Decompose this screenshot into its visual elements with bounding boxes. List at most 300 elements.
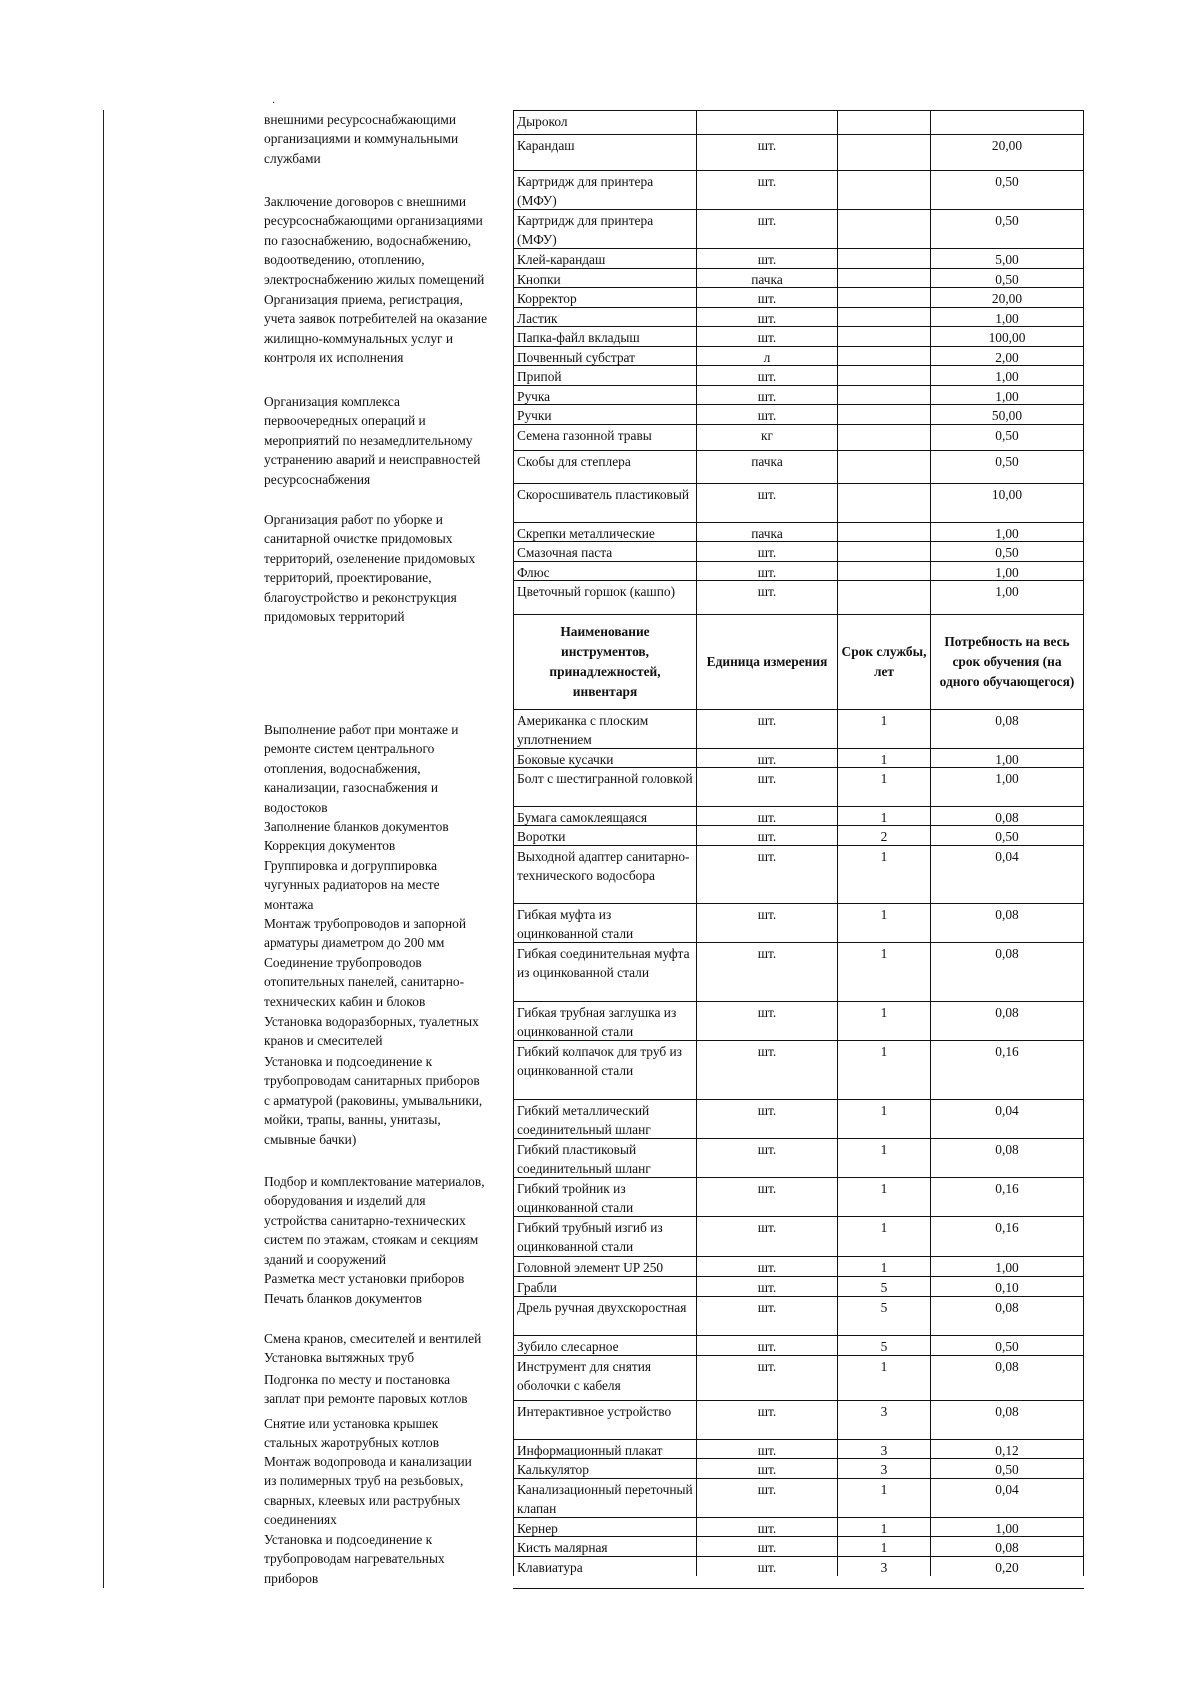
competency-label: [264, 856, 510, 914]
service-life-cell: [837, 405, 930, 424]
unit-cell: Единица измерения: [696, 615, 837, 709]
requirement-cell: 0,04: [930, 846, 1084, 903]
table-row: [513, 580, 1084, 614]
service-life-cell: [837, 347, 930, 365]
service-life-cell: 1: [837, 943, 930, 1001]
service-life-cell: [837, 562, 930, 580]
requirement-cell: 20,00: [930, 288, 1084, 307]
table-row: [513, 1040, 1084, 1099]
unit-cell: шт.: [696, 249, 837, 268]
left-margin-line: [103, 110, 104, 1588]
unit-cell: шт.: [696, 135, 837, 170]
item-name-cell: Гибкая соединительная муфта из оцинкованной стали: [513, 943, 696, 1001]
competency-label-line: с арматурой (раковины, умывальники,: [264, 1092, 483, 1108]
table-row: [513, 287, 1084, 307]
competency-label: [264, 836, 510, 855]
table-row: [513, 483, 1084, 522]
competency-label-line: ремонте систем центрального: [264, 741, 435, 757]
item-name-cell: Клей-карандаш: [513, 249, 696, 268]
competency-label-line: благоустройство и реконструкция: [264, 589, 457, 605]
requirement-cell: 0,08: [930, 1139, 1084, 1177]
unit-cell: шт.: [696, 1139, 837, 1177]
competency-label-line: отопительных панелей, санитарно-: [264, 974, 465, 990]
competency-label: [264, 1414, 510, 1453]
item-name-cell: Ручка: [513, 386, 696, 404]
competency-label-line: смывные бачки): [264, 1131, 357, 1147]
item-name-cell: Папка-файл вкладыш: [513, 327, 696, 346]
requirement-cell: 0,50: [930, 269, 1084, 287]
table-row: [513, 326, 1084, 346]
requirement-cell: 1,00: [930, 308, 1084, 326]
unit-cell: шт.: [696, 943, 837, 1001]
unit-cell: шт.: [696, 1479, 837, 1517]
service-life-cell: 5: [837, 1336, 930, 1355]
competency-label-line: зданий и сооружений: [264, 1251, 387, 1267]
competency-label-line: заплат при ремонте паровых котлов: [264, 1391, 468, 1407]
item-name-cell: Семена газонной травы: [513, 425, 696, 450]
table-row: [513, 170, 1084, 209]
requirement-cell: 1,00: [930, 768, 1084, 806]
unit-cell: шт.: [696, 1356, 837, 1400]
competency-label-line: жилищно-коммунальных услуг и: [264, 330, 454, 346]
unit-cell: шт.: [696, 1440, 837, 1458]
competency-label-line: устройства санитарно-технических: [264, 1212, 466, 1228]
competency-label-line: чугунных радиаторов на месте: [264, 877, 440, 893]
table-row: [513, 561, 1084, 580]
competency-label: [264, 192, 510, 289]
item-name-cell: Кернер: [513, 1518, 696, 1536]
competency-label-line: Монтаж водопровода и канализации: [264, 1454, 472, 1469]
item-name-cell: Гибкий тройник из оцинкованной стали: [513, 1178, 696, 1216]
item-name-cell: Картридж для принтера (МФУ): [513, 210, 696, 248]
item-name-cell: Кнопки: [513, 269, 696, 287]
competency-label: [264, 1289, 510, 1308]
service-life-cell: 3: [837, 1459, 930, 1478]
competency-label-line: придомовых территорий: [264, 609, 405, 625]
item-name-cell: Кисть малярная: [513, 1537, 696, 1556]
competency-label-line: мероприятий по незамедлительному: [264, 432, 473, 448]
service-life-cell: 5: [837, 1297, 930, 1335]
requirement-cell: 0,50: [930, 542, 1084, 561]
competency-label-line: канализации, газоснабжения и: [264, 780, 438, 796]
requirement-cell: Потребность на весь срок обучения (на одного обучающегося): [930, 615, 1084, 709]
service-life-cell: [837, 366, 930, 385]
unit-cell: шт.: [696, 1002, 837, 1040]
requirement-cell: 0,50: [930, 451, 1084, 483]
competency-label-line: Установка и подсоединение к: [264, 1054, 433, 1069]
requirement-cell: 1,00: [930, 523, 1084, 541]
unit-cell: шт.: [696, 1041, 837, 1099]
service-life-cell: [837, 581, 930, 614]
table-row: [513, 365, 1084, 385]
competency-label: [264, 1269, 510, 1288]
item-name-cell: Клавиатура: [513, 1557, 696, 1576]
service-life-cell: 1: [837, 1356, 930, 1400]
competency-label-line: Монтаж трубопроводов и запорной: [264, 916, 466, 931]
unit-cell: шт.: [696, 826, 837, 845]
unit-cell: шт.: [696, 288, 837, 307]
table-row: [513, 767, 1084, 806]
competency-label: [264, 1370, 510, 1409]
competency-label-line: Группировка и догруппировка: [264, 858, 438, 873]
table-row: [513, 209, 1084, 248]
service-life-cell: 1: [837, 768, 930, 806]
table-header-row: [513, 614, 1084, 709]
service-life-cell: [837, 210, 930, 248]
competency-label-line: Организация комплекса: [264, 394, 400, 409]
table-row: [513, 1355, 1084, 1400]
competency-label: [264, 953, 510, 1011]
service-life-cell: 1: [837, 846, 930, 903]
competency-label-line: из полимерных труб на резьбовых,: [264, 1473, 464, 1489]
unit-cell: л: [696, 347, 837, 365]
requirement-cell: 0,08: [930, 1537, 1084, 1556]
unit-cell: шт.: [696, 749, 837, 767]
unit-cell: шт.: [696, 1297, 837, 1335]
competency-label: [264, 1172, 510, 1269]
item-name-cell: Скоросшиватель пластиковый: [513, 484, 696, 522]
service-life-cell: 1: [837, 1537, 930, 1556]
service-life-cell: 1: [837, 1139, 930, 1177]
competency-label: [264, 1329, 510, 1348]
competency-label-line: технических кабин и блоков: [264, 993, 426, 1009]
table-row: [513, 1458, 1084, 1478]
item-name-cell: Воротки: [513, 826, 696, 845]
item-name-cell: Американка с плоским уплотнением: [513, 710, 696, 748]
table-row: [513, 1439, 1084, 1458]
requirement-cell: 0,16: [930, 1041, 1084, 1099]
service-life-cell: 3: [837, 1401, 930, 1439]
requirement-cell: 0,20: [930, 1557, 1084, 1576]
competency-label-line: трубопроводам санитарных приборов: [264, 1073, 480, 1089]
competency-label-line: Соединение трубопроводов: [264, 955, 422, 970]
table-row: [513, 748, 1084, 767]
competency-label-line: по газоснабжению, водоснабжению,: [264, 232, 472, 248]
unit-cell: кг: [696, 425, 837, 450]
requirement-cell: 50,00: [930, 405, 1084, 424]
service-life-cell: 1: [837, 1178, 930, 1216]
item-name-cell: Почвенный субстрат: [513, 347, 696, 365]
service-life-cell: [837, 386, 930, 404]
item-name-cell: Гибкая трубная заглушка из оцинкованной стали: [513, 1002, 696, 1040]
item-name-cell: Дырокол: [513, 111, 696, 134]
item-name-cell: Выходной адаптер санитарно-технического водосбора: [513, 846, 696, 903]
service-life-cell: [837, 484, 930, 522]
unit-cell: шт.: [696, 710, 837, 748]
competency-label-line: Установка вытяжных труб: [264, 1350, 415, 1365]
table-row: [513, 942, 1084, 1001]
item-name-cell: Ластик: [513, 308, 696, 326]
unit-cell: шт.: [696, 484, 837, 522]
unit-cell: шт.: [696, 1178, 837, 1216]
item-name-cell: Калькулятор: [513, 1459, 696, 1478]
service-life-cell: Срок службы, лет: [837, 615, 930, 709]
requirement-cell: 0,50: [930, 1336, 1084, 1355]
item-name-cell: Флюс: [513, 562, 696, 580]
item-name-cell: Скобы для степлера: [513, 451, 696, 483]
requirement-cell: 0,16: [930, 1217, 1084, 1256]
stray-dot: ·: [272, 98, 276, 109]
competency-label-line: Разметка мест установки приборов: [264, 1271, 465, 1286]
competency-label-line: арматуры диаметром до 200 мм: [264, 935, 445, 951]
table-row: [513, 541, 1084, 561]
item-name-cell: Дрель ручная двухскоростная: [513, 1297, 696, 1335]
competency-label-line: территорий, проектирование,: [264, 570, 432, 586]
table-row: [513, 268, 1084, 287]
item-name-cell: Картридж для принтера (МФУ): [513, 171, 696, 209]
competency-label-line: Установка водоразборных, туалетных: [264, 1014, 479, 1029]
table-row: [513, 134, 1084, 170]
competency-label-line: Смена кранов, смесителей и вентилей: [264, 1331, 482, 1346]
service-life-cell: [837, 111, 930, 134]
unit-cell: шт.: [696, 1217, 837, 1256]
table-row: [513, 806, 1084, 825]
requirement-cell: 0,10: [930, 1277, 1084, 1296]
competency-label-line: мойки, трапы, ванны, унитазы,: [264, 1112, 441, 1128]
table-row: [513, 1400, 1084, 1439]
competency-label-line: Организация приема, регистрация,: [264, 292, 463, 307]
competency-label-line: сварных, клеевых или раструбных: [264, 1492, 461, 1508]
competency-label-line: контроля их исполнения: [264, 350, 404, 366]
competency-label-line: монтажа: [264, 896, 314, 912]
item-name-cell: Гибкий колпачок для труб из оцинкованной стали: [513, 1041, 696, 1099]
table-row: [513, 385, 1084, 404]
table-row: [513, 346, 1084, 365]
service-life-cell: 1: [837, 1002, 930, 1040]
table-row: [513, 1296, 1084, 1335]
service-life-cell: 5: [837, 1277, 930, 1296]
unit-cell: шт.: [696, 1100, 837, 1138]
requirement-cell: 0,08: [930, 1401, 1084, 1439]
requirement-cell: 0,50: [930, 171, 1084, 209]
item-name-cell: Головной элемент UP 250: [513, 1257, 696, 1276]
competency-label-line: водоотведению, отоплению,: [264, 252, 425, 268]
requirement-cell: 0,04: [930, 1100, 1084, 1138]
unit-cell: шт.: [696, 405, 837, 424]
table-row: [513, 307, 1084, 326]
table-row: [513, 1256, 1084, 1276]
unit-cell: шт.: [696, 562, 837, 580]
competency-label-line: Печать бланков документов: [264, 1291, 422, 1306]
table-row: [513, 424, 1084, 450]
competency-label: [264, 510, 510, 626]
table-bottom-border: [513, 1588, 1084, 1589]
competency-label-line: территорий, озеленение придомовых: [264, 550, 476, 566]
competency-label: [264, 110, 510, 168]
competency-label-line: Организация работ по уборке и: [264, 512, 443, 527]
requirement-cell: 0,50: [930, 826, 1084, 845]
item-name-cell: Ручки: [513, 405, 696, 424]
competency-label: [264, 1052, 510, 1149]
table-row: [513, 1335, 1084, 1355]
table-row: [513, 450, 1084, 483]
competency-label: [264, 817, 510, 836]
requirement-cell: 2,00: [930, 347, 1084, 365]
item-name-cell: Скрепки металлические: [513, 523, 696, 541]
service-life-cell: [837, 269, 930, 287]
service-life-cell: 1: [837, 1041, 930, 1099]
table-row: [513, 1536, 1084, 1556]
requirement-cell: 10,00: [930, 484, 1084, 522]
requirement-cell: 0,08: [930, 943, 1084, 1001]
unit-cell: шт.: [696, 1518, 837, 1536]
competency-label-line: Подгонка по месту и постановка: [264, 1372, 451, 1387]
service-life-cell: [837, 327, 930, 346]
competency-label-line: устранению аварий и неисправностей: [264, 452, 481, 468]
unit-cell: пачка: [696, 451, 837, 483]
item-name-cell: Канализационный переточный клапан: [513, 1479, 696, 1517]
service-life-cell: 1: [837, 1257, 930, 1276]
competency-label-line: организациями и коммунальными: [264, 131, 459, 147]
item-name-cell: Карандаш: [513, 135, 696, 170]
unit-cell: шт.: [696, 581, 837, 614]
service-life-cell: [837, 249, 930, 268]
requirement-cell: 20,00: [930, 135, 1084, 170]
unit-cell: шт.: [696, 1277, 837, 1296]
item-name-cell: Смазочная паста: [513, 542, 696, 561]
competency-label-line: электроснабжению жилых помещений: [264, 271, 485, 287]
competency-label-line: ресурсоснабжающими организациями: [264, 213, 483, 229]
unit-cell: шт.: [696, 1459, 837, 1478]
item-name-cell: Зубило слесарное: [513, 1336, 696, 1355]
competency-label-line: Заключение договоров с внешними: [264, 194, 466, 209]
table-row: [513, 248, 1084, 268]
item-name-cell: Гибкая муфта из оцинкованной стали: [513, 904, 696, 942]
competency-label-line: оборудования и изделий для: [264, 1193, 426, 1209]
unit-cell: шт.: [696, 171, 837, 209]
requirement-cell: 0,08: [930, 807, 1084, 825]
service-life-cell: 3: [837, 1440, 930, 1458]
unit-cell: шт.: [696, 542, 837, 561]
table-row: [513, 845, 1084, 903]
service-life-cell: [837, 135, 930, 170]
table-row: [513, 825, 1084, 845]
service-life-cell: 1: [837, 1518, 930, 1536]
item-name-cell: Гибкий трубный изгиб из оцинкованной стали: [513, 1217, 696, 1256]
competency-label: [264, 914, 510, 953]
competency-label-line: отопления, водоснабжения,: [264, 760, 421, 776]
item-name-cell: Грабли: [513, 1277, 696, 1296]
item-name-cell: Гибкий металлический соединительный шланг: [513, 1100, 696, 1138]
requirement-cell: 0,08: [930, 904, 1084, 942]
unit-cell: пачка: [696, 269, 837, 287]
item-name-cell: Гибкий пластиковый соединительный шланг: [513, 1139, 696, 1177]
competency-label-line: Снятие или установка крышек: [264, 1416, 439, 1431]
service-life-cell: 1: [837, 1479, 930, 1517]
service-life-cell: 1: [837, 749, 930, 767]
unit-cell: пачка: [696, 523, 837, 541]
competency-label-line: первоочередных операций и: [264, 413, 426, 429]
table-row: [513, 522, 1084, 541]
item-name-cell: Цветочный горшок (кашпо): [513, 581, 696, 614]
requirement-cell: 0,04: [930, 1479, 1084, 1517]
requirement-cell: [930, 111, 1084, 134]
requirement-cell: 0,12: [930, 1440, 1084, 1458]
requirement-cell: 1,00: [930, 1518, 1084, 1536]
unit-cell: шт.: [696, 210, 837, 248]
table-row: [513, 1478, 1084, 1517]
unit-cell: шт.: [696, 308, 837, 326]
item-name-cell: Интерактивное устройство: [513, 1401, 696, 1439]
requirement-cell: 1,00: [930, 1257, 1084, 1276]
service-life-cell: 1: [837, 710, 930, 748]
competency-label-line: внешними ресурсоснабжающими: [264, 112, 457, 127]
requirement-cell: 0,08: [930, 1002, 1084, 1040]
competency-label-line: службами: [264, 150, 321, 166]
service-life-cell: 2: [837, 826, 930, 845]
unit-cell: шт.: [696, 846, 837, 903]
table-row: [513, 903, 1084, 942]
requirement-cell: 100,00: [930, 327, 1084, 346]
table-row: [513, 1216, 1084, 1256]
service-life-cell: 3: [837, 1557, 930, 1576]
service-life-cell: 1: [837, 807, 930, 825]
item-name-cell: Болт с шестигранной головкой: [513, 768, 696, 806]
competency-label-line: ресурсоснабжения: [264, 471, 371, 487]
unit-cell: шт.: [696, 904, 837, 942]
competency-label-line: учета заявок потребителей на оказание: [264, 311, 488, 327]
unit-cell: шт.: [696, 366, 837, 385]
requirement-cell: 0,16: [930, 1178, 1084, 1216]
competency-label-line: Выполнение работ при монтаже и: [264, 722, 459, 737]
service-life-cell: [837, 308, 930, 326]
table-row: [513, 1177, 1084, 1216]
service-life-cell: 1: [837, 904, 930, 942]
competency-label-line: систем по этажам, стоякам и секциям: [264, 1232, 479, 1248]
service-life-cell: [837, 451, 930, 483]
service-life-cell: [837, 171, 930, 209]
item-name-cell: Информационный плакат: [513, 1440, 696, 1458]
competency-label: [264, 1452, 510, 1530]
service-life-cell: [837, 288, 930, 307]
competency-label-line: Установка и подсоединение к: [264, 1532, 433, 1547]
requirement-cell: 0,08: [930, 710, 1084, 748]
table-row: [513, 404, 1084, 424]
requirement-cell: 1,00: [930, 386, 1084, 404]
table-row: [513, 1138, 1084, 1177]
requirement-cell: 0,08: [930, 1356, 1084, 1400]
requirement-cell: 0,50: [930, 425, 1084, 450]
requirement-cell: 1,00: [930, 562, 1084, 580]
requirement-cell: 5,00: [930, 249, 1084, 268]
competency-label-line: стальных жаротрубных котлов: [264, 1435, 440, 1451]
competency-label-line: Заполнение бланков документов: [264, 819, 449, 834]
unit-cell: шт.: [696, 327, 837, 346]
competency-label-line: кранов и смесителей: [264, 1033, 383, 1049]
competency-label: [264, 1012, 510, 1051]
unit-cell: шт.: [696, 1537, 837, 1556]
competency-label: [264, 720, 510, 817]
item-name-cell: Боковые кусачки: [513, 749, 696, 767]
service-life-cell: 1: [837, 1100, 930, 1138]
item-name-cell: Бумага самоклеящаяся: [513, 807, 696, 825]
table-row: [513, 1517, 1084, 1536]
competency-label-line: Подбор и комплектование материалов,: [264, 1174, 485, 1189]
unit-cell: шт.: [696, 1557, 837, 1576]
requirement-cell: 0,50: [930, 210, 1084, 248]
unit-cell: шт.: [696, 1336, 837, 1355]
competency-label-line: приборов: [264, 1570, 319, 1586]
item-name-cell: Наименование инструментов, принадлежностей, инвентаря: [513, 615, 696, 709]
table-row: [513, 709, 1084, 748]
competency-label-line: санитарной очистке придомовых: [264, 531, 453, 547]
requirement-cell: 1,00: [930, 581, 1084, 614]
competency-label: [264, 392, 510, 489]
unit-cell: шт.: [696, 1401, 837, 1439]
item-name-cell: Припой: [513, 366, 696, 385]
requirement-cell: 1,00: [930, 749, 1084, 767]
unit-cell: шт.: [696, 807, 837, 825]
